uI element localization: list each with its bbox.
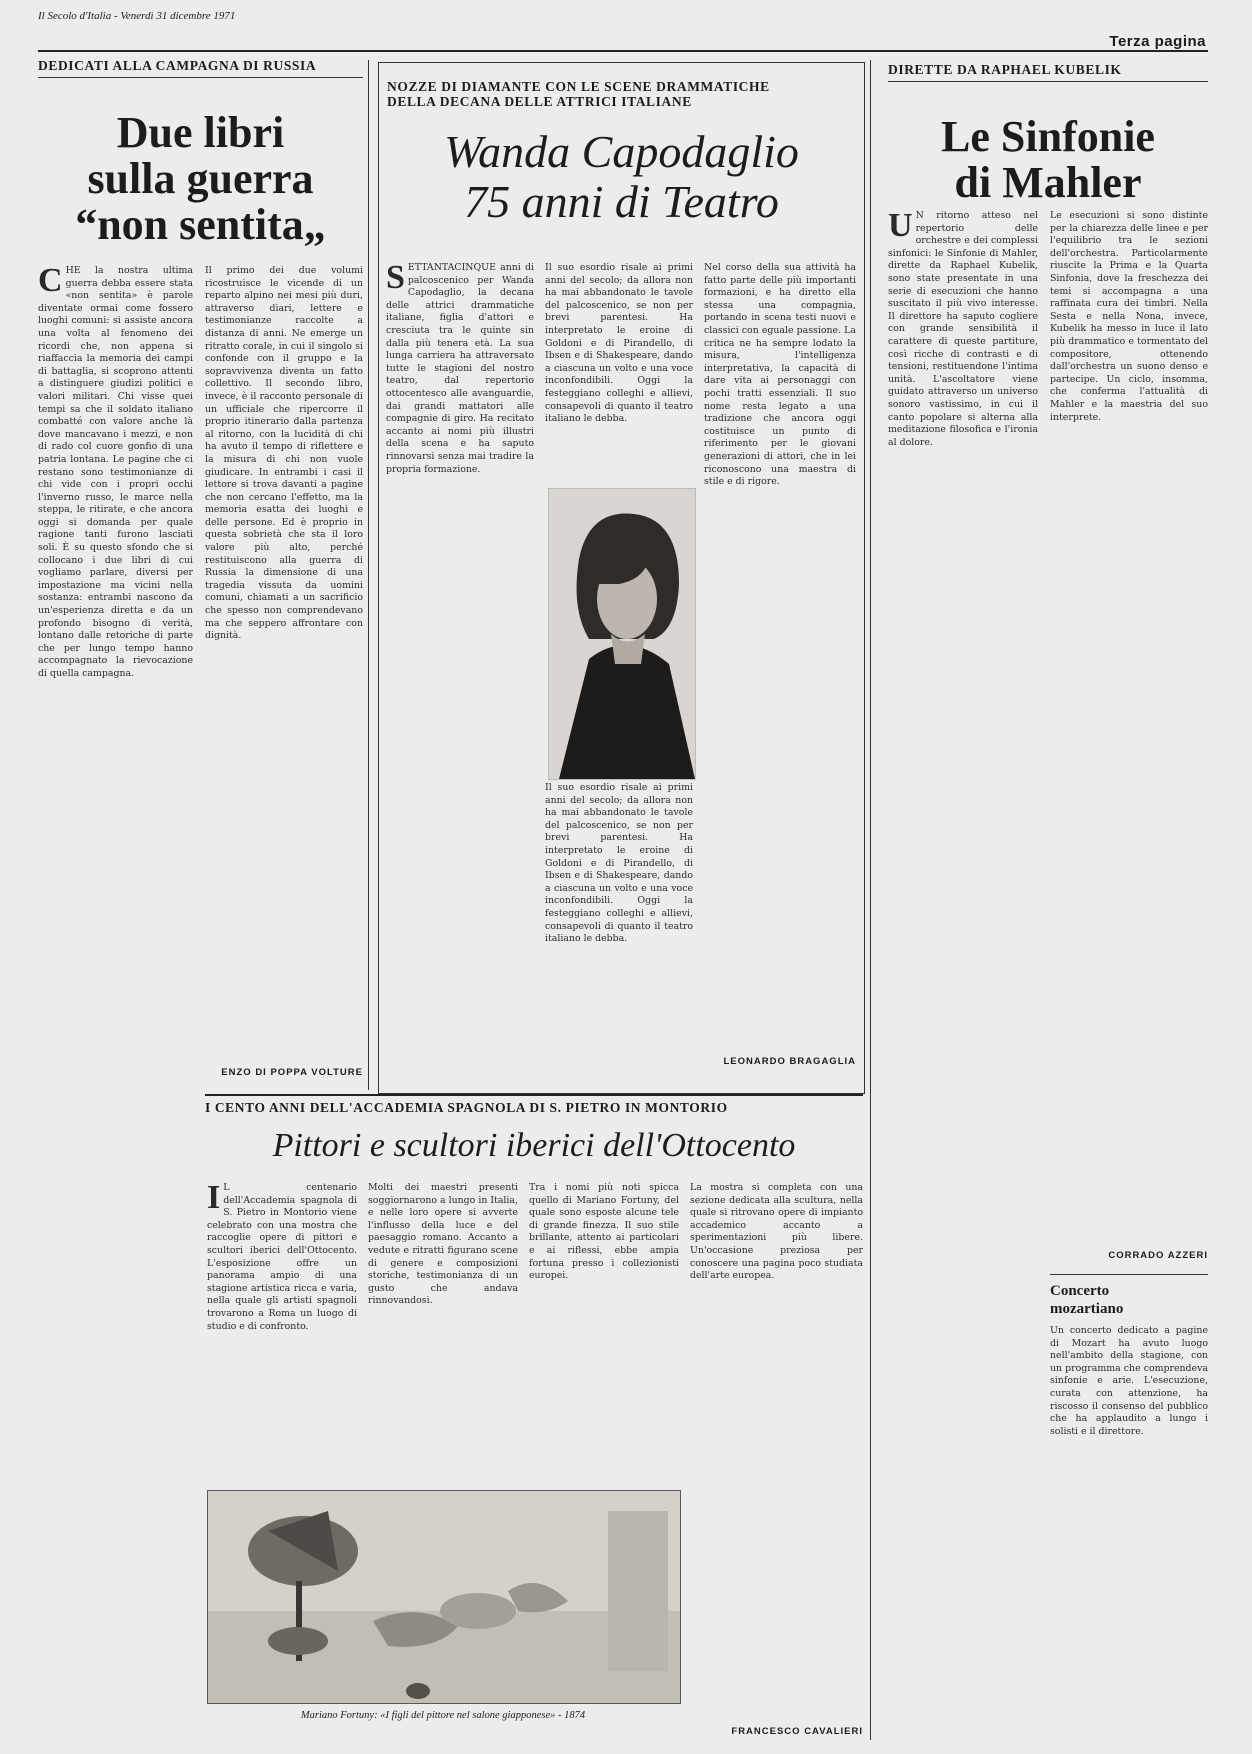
right-article-text-2: Le esecuzioni si sono distinte per la chiarezza delle linee e per l'equilibrio tra le sezioni dell'orchestra. Particolarmente riuscite la Prima e la Quarta Sinfonia, dove la freschezza dei temi si accompagna a una raffinata cura dei timbri. Nella Sesta e nella Nona, invece, Kubelik ha messo in luce il lato più drammatico e tormentato del compositore, ottenendo dall'orchestra un suono denso e partecipe. Un ciclo, insomma, che conferma l'attualità di Mahler e la maestria del suo interprete. <box>1050 210 1208 423</box>
center-article-kicker <box>387 79 864 109</box>
sub-article-column <box>1050 1325 1208 1735</box>
column-divider-left <box>368 60 369 1090</box>
kicker-line: DELLA DECANA DELLE ATTRICI ITALIANE <box>387 94 692 109</box>
center-article-text-2: Il suo esordio risale ai primi anni del secolo; da allora non ha mai abbandonato le tavole del palcoscenico, se non per brevi parentesi. Ha interpretato le eroine di Goldoni e di Pirandello, di Ibsen e di Shakespeare, dando a ciascuna un volto e una voce inconfondibili. Oggi la festeggiano colleghi e allievi, consapevoli di quanto il teatro italiano le debba. <box>545 262 693 425</box>
bottom-article-text-2: Molti dei maestri presenti soggiornarono a lungo in Italia, e nelle loro opere si avverte l'influsso della luce e del paesaggio romano. Accanto a vedute e ritratti figurano scene di genere e composizioni storiche, testimonianza di un gusto che andava rinnovandosi. <box>368 1182 518 1307</box>
left-article-column-2 <box>205 265 363 1055</box>
painting-caption: Mariano Fortuny: «I figli del pittore nel salone giapponese» - 1874 <box>300 1710 586 1721</box>
bottom-article-column-2 <box>368 1182 518 1482</box>
right-article-kicker: DIRETTE DA RAPHAEL KUBELIK <box>888 62 1208 82</box>
fortuny-painting <box>207 1490 681 1704</box>
bottom-article-kicker: I CENTO ANNI DELL'ACCADEMIA SPAGNOLA DI S. PIETRO IN MONTORIO <box>205 1100 728 1115</box>
headline-line: “non sentita„ <box>75 200 326 250</box>
center-article-headline <box>379 127 864 226</box>
bottom-article-byline: FRANCESCO CAVALIERI <box>731 1726 863 1737</box>
sub-article-divider <box>1050 1274 1208 1275</box>
left-article-byline: ENZO DI POPPA VOLTURE <box>221 1067 363 1078</box>
painting-image <box>208 1491 680 1703</box>
center-article-text-3: Nel corso della sua attività ha fatto parte delle più importanti formazioni, e ha diretto ella stessa una compagnia, portando in scena testi nuovi e classici con eguale passione. La critica ne ha sempre lodato la misura, l'intelligenza interpretativa, la capacità di dare vita ai personaggi con pochi tratti essenziali. Il suo nome resta legato a una tradizione che ancora oggi costituisce un punto di riferimento per le giovani generazioni di attori, che in lei riconoscono una maestra di stile e di rigore. <box>704 262 856 488</box>
bottom-article-top-rule <box>205 1094 863 1096</box>
headline-line: di Mahler <box>954 158 1142 208</box>
wanda-capodaglio-portrait <box>548 488 696 780</box>
dropcap: S <box>386 262 405 296</box>
center-article-text-1: ETTANTACINQUE anni di palcoscenico per Wanda Capodaglio, la decana delle attrici drammatiche italiane, figlia d'attori e cresciuta tra le quinte sin dalla più tenera età. La sua lunga carriera ha attraversato tutte le stagioni del nostro teatro, dal repertorio ottocentesco alle avanguardie, dai grandi mattatori alle compagnie di giro. Ha recitato accanto ai nomi più illustri della scena e ha saputo rinnovarsi senza mai tradire la propria formazione. <box>386 262 534 475</box>
right-article-headline <box>888 114 1208 206</box>
top-rule <box>38 50 1208 52</box>
center-article-column-2 <box>545 262 693 482</box>
bottom-article-text-3: Tra i nomi più noti spicca quello di Mariano Fortuny, del quale sono esposte alcune tele di grande finezza. Il suo stile brillante, attento ai particolari e ai riflessi, ebbe ampia fortuna presso i collezionisti europei. <box>529 1182 679 1282</box>
bottom-article-column-3 <box>529 1182 679 1482</box>
right-article-byline: CORRADO AZZERI <box>1108 1250 1208 1261</box>
center-article-column-1 <box>386 262 534 1070</box>
headline-line: Le Sinfonie <box>941 112 1155 161</box>
headline-line: 75 anni di Teatro <box>464 175 779 227</box>
portrait-image <box>549 489 695 779</box>
left-article-column-1 <box>38 265 193 1735</box>
dropcap: U <box>888 210 913 244</box>
bottom-article-column-1 <box>207 1182 357 1482</box>
left-article <box>38 58 363 249</box>
column-divider-right <box>870 60 871 1740</box>
right-article-column-1 <box>888 210 1038 1690</box>
sub-headline-line: mozartiano <box>1050 1301 1124 1317</box>
left-article-kicker: DEDICATI ALLA CAMPAGNA DI RUSSIA <box>38 58 363 78</box>
sub-article-headline <box>1050 1282 1208 1318</box>
dropcap: C <box>38 265 63 299</box>
center-article-column-2b <box>545 782 693 1070</box>
headline-line: Due libri <box>116 108 285 157</box>
sub-headline-line: Concerto <box>1050 1283 1110 1299</box>
right-article-column-2 <box>1050 210 1208 1245</box>
center-article-column-3 <box>704 262 856 1052</box>
left-article-text-2: Il primo dei due volumi ricostruisce le vicende di un reparto alpino nei mesi più duri, attraverso diari, lettere e testimonianze raccolte a distanza di anni. Ne emerge un ritratto corale, in cui il singolo si confonde con il gruppo e la sopravvivenza diventa un fatto collettivo. Il secondo libro, invece, è il racconto personale di un ufficiale che ripercorre il proprio itinerario dalla partenza al ritorno, con la lucidità di chi ha avuto il tempo di riflettere e la misura di chi non vuole giudicare. In entrambi i casi il lettore si trova davanti a pagine che non cercano l'effetto, ma la memoria esatta dei luoghi e delle persone. Ed è proprio in questa sobrietà che sta il loro valore più alto, perché restituiscono alla guerra di Russia la dimensione di una tragedia vissuta da uomini comuni, chiamati a un sacrificio che spesso non comprendevano ma che seppero affrontare con dignità. <box>205 265 363 642</box>
headline-line: Wanda Capodaglio <box>444 126 799 177</box>
right-article-text-1: N ritorno atteso nel repertorio delle orchestre e dei complessi sinfonici: le Sinfonie di Mahler, dirette da Raphael Kubelik, sono state presentate in una serie di esecuzioni che hanno suscitato il più vivo interesse. Il direttore ha saputo cogliere con grande sensibilità il carattere di queste partiture, così ricche di contrasti e di tensioni, restituendone l'intima unità. L'ascoltatore viene guidato attraverso un universo sonoro vastissimo, in cui il canto popolare si alterna alla meditazione filosofica e l'ironia al dolore. <box>888 210 1038 448</box>
section-title: Terza pagina <box>1109 33 1206 50</box>
left-article-headline <box>38 110 363 249</box>
center-article-byline: LEONARDO BRAGAGLIA <box>723 1056 856 1067</box>
kicker-line: NOZZE DI DIAMANTE CON LE SCENE DRAMMATICHE <box>387 79 770 94</box>
bottom-article-column-4 <box>690 1182 863 1722</box>
newspaper-dateline: Il Secolo d'Italia - Venerdì 31 dicembre 1971 <box>38 10 236 22</box>
left-article-text-1: HE la nostra ultima guerra debba essere stata «non sentita» è parole diventate ormai come fossero luoghi comuni: si assiste ancora una volta al fenomeno dei ricordi che, non appena si riaffaccia la memoria dei campi di battaglia, si scoprono attenti a distinguere giudizi politici e valori militari. Chi visse quei tempi sa che il soldato italiano combatté con valore anche là dove mancavano i mezzi, e non di rado col cuore gonfio di una patria lontana. Le pagine che ci restano sono testimonianze di chi vide con i propri occhi l'inverno russo, le marce nella steppa, le ritirate, e che ancora oggi si domanda per quale ragione tanti furono lasciati soli. È su questo sfondo che si collocano i due libri di cui vogliamo parlare, diversi per impostazione ma vicini nella sostanza: entrambi nascono da un'esperienza diretta e da un profondo bisogno di verità, lontano dalle retoriche di parte che per lungo tempo hanno accompagnato la rievocazione di quella campagna. <box>38 265 193 679</box>
dropcap: I <box>207 1182 221 1216</box>
bottom-article-text-4: La mostra si completa con una sezione dedicata alla scultura, nella quale si ritrovano opere di impianto accademico accanto a sperimentazioni più libere. Un'occasione preziosa per conoscere una pagina poco studiata dell'arte europea. <box>690 1182 863 1282</box>
right-article <box>888 62 1208 206</box>
center-article-text-2b: Il suo esordio risale ai primi anni del secolo; da allora non ha mai abbandonato le tavole del palcoscenico, se non per brevi parentesi. Ha interpretato le eroine di Goldoni e di Pirandello, di Ibsen e di Shakespeare, dando a ciascuna un volto e una voce inconfondibili. Oggi la festeggiano colleghi e allievi, consapevoli di quanto il teatro italiano le debba. <box>545 782 693 945</box>
bottom-article-headline: Pittori e scultori iberici dell'Ottocento <box>272 1127 796 1164</box>
headline-line: sulla guerra <box>87 154 314 204</box>
bottom-article-text-1: L centenario dell'Accademia spagnola di S. Pietro in Montorio viene celebrato con una mostra che raccoglie opere di pittori e scultori iberici dell'Ottocento. L'esposizione offre un panorama ampio di una stagione artistica ricca e varia, nella quale gli artisti spagnoli trovarono a Roma un luogo di studio e di confronto. <box>207 1182 357 1332</box>
sub-article-text: Un concerto dedicato a pagine di Mozart ha avuto luogo nell'ambito della stagione, con un programma che comprendeva sinfonie e arie. L'esecuzione, curata con attenzione, ha riscosso il consenso del pubblico che ha applaudito a lungo i solisti e il direttore. <box>1050 1325 1208 1437</box>
